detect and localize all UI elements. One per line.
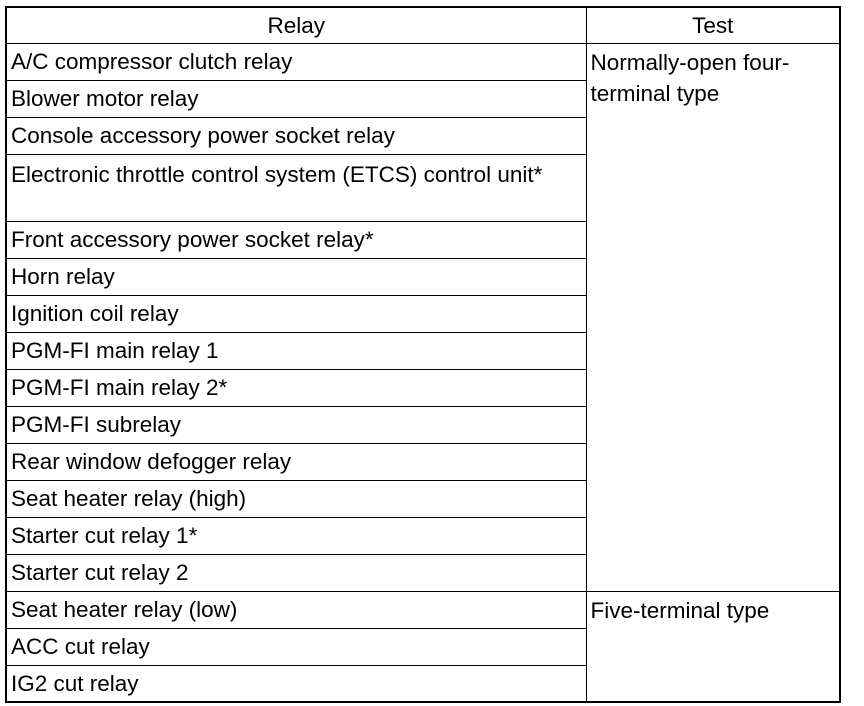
- relay-cell: Starter cut relay 1*: [6, 517, 586, 554]
- relay-cell: PGM-FI subrelay: [6, 406, 586, 443]
- header-row: [6, 7, 840, 43]
- relay-cell: Seat heater relay (low): [6, 591, 586, 628]
- table-row: [6, 43, 840, 80]
- relay-cell: Seat heater relay (high): [6, 480, 586, 517]
- relay-cell: PGM-FI main relay 2*: [6, 369, 586, 406]
- relay-cell: Front accessory power socket relay*: [6, 221, 586, 258]
- test-cell-four-terminal: Normally-open four-terminal type: [586, 43, 840, 591]
- relay-cell: Horn relay: [6, 258, 586, 295]
- relay-cell: Electronic throttle control system (ETCS) control unit*: [6, 154, 586, 221]
- relay-cell: ACC cut relay: [6, 628, 586, 665]
- table-row: [6, 591, 840, 628]
- relay-cell: IG2 cut relay: [6, 665, 586, 702]
- relay-cell: Ignition coil relay: [6, 295, 586, 332]
- header-test: Test: [586, 7, 840, 43]
- relay-cell: A/C compressor clutch relay: [6, 43, 586, 80]
- relay-cell: PGM-FI main relay 1: [6, 332, 586, 369]
- relay-cell: Console accessory power socket relay: [6, 117, 586, 154]
- relay-cell: Blower motor relay: [6, 80, 586, 117]
- relay-cell: Rear window defogger relay: [6, 443, 586, 480]
- relay-cell: Starter cut relay 2: [6, 554, 586, 591]
- test-cell-five-terminal: Five-terminal type: [586, 591, 840, 702]
- table-body: [6, 43, 840, 702]
- header-relay: Relay: [6, 7, 586, 43]
- relay-test-table: [5, 6, 841, 703]
